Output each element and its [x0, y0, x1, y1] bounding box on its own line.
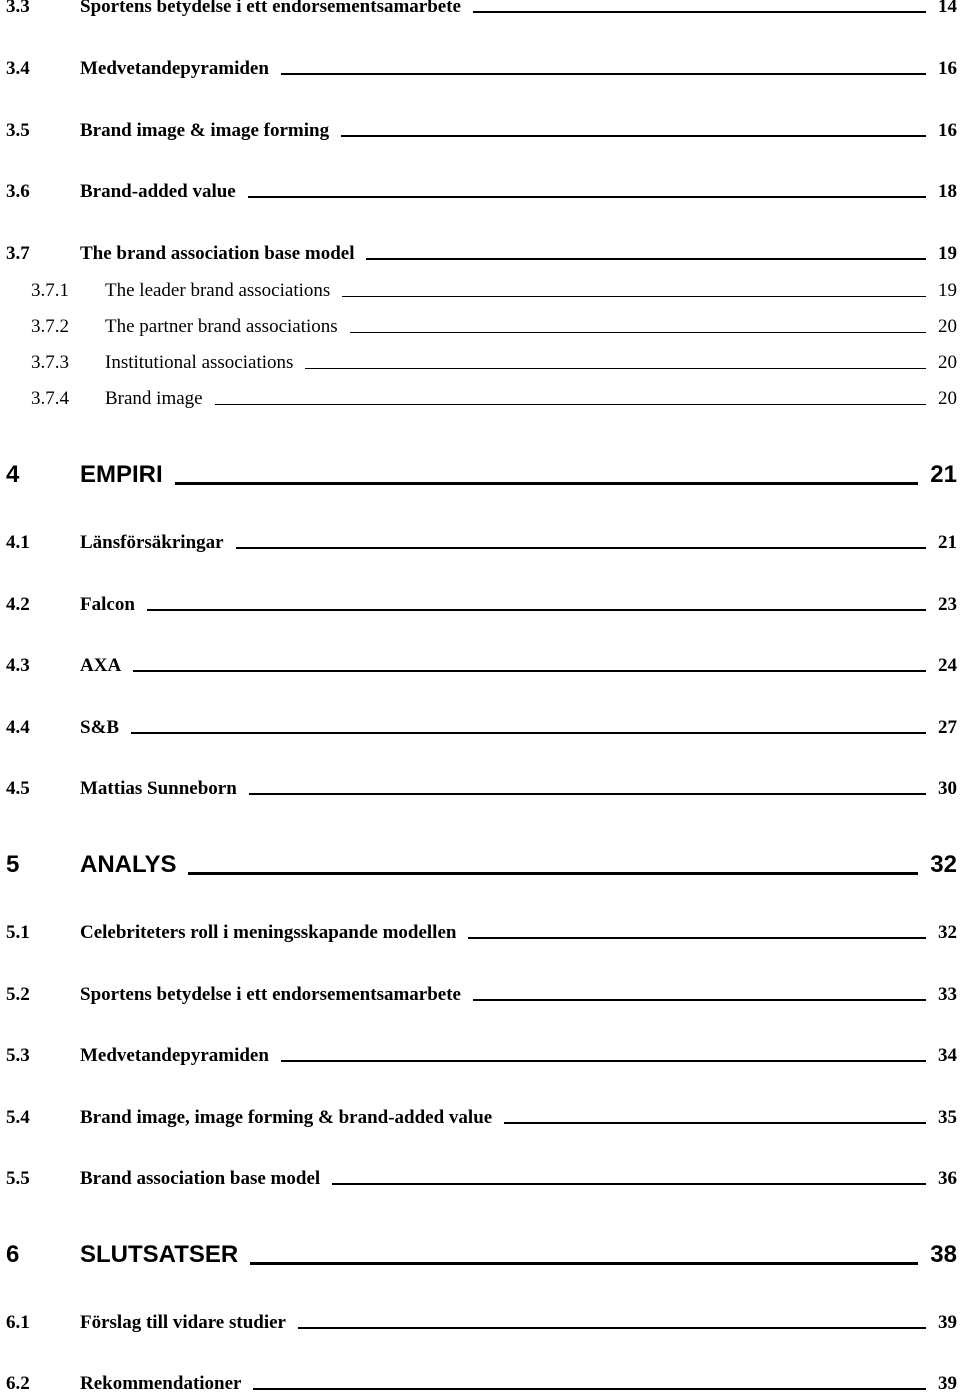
toc-entry-3-7-4	[31, 388, 957, 410]
toc-entry-6-2	[6, 1373, 957, 1395]
toc-entry-page: 39	[938, 1373, 957, 1394]
toc-leader-line	[131, 732, 926, 734]
toc-entry-title: Medvetandepyramiden	[80, 1045, 269, 1066]
toc-entry-page: 39	[938, 1312, 957, 1333]
toc-entry-title: Celebriteters roll i meningsskapande modellen	[80, 922, 457, 943]
toc-entry-5-4	[6, 1107, 957, 1129]
toc-entry-title: Falcon	[80, 594, 135, 615]
toc-entry-4-3	[6, 655, 957, 677]
toc-entry-title: Brand-added value	[80, 181, 236, 202]
toc-entry-page: 20	[938, 352, 957, 373]
toc-entry-title: ANALYS	[80, 851, 177, 878]
toc-entry-page: 20	[938, 316, 957, 337]
toc-entry-title: Länsförsäkringar	[80, 532, 224, 553]
toc-entry-page: 32	[930, 851, 957, 878]
toc-entry-4-1	[6, 532, 957, 554]
toc-entry-6-1	[6, 1312, 957, 1334]
toc-leader-line	[341, 135, 926, 137]
toc-entry-page: 35	[938, 1107, 957, 1128]
toc-leader-line	[473, 999, 926, 1001]
toc-entry-title: Rekommendationer	[80, 1373, 242, 1394]
toc-entry-page: 32	[938, 922, 957, 943]
toc-entry-title: Institutional associations	[105, 352, 294, 373]
toc-entry-3-7	[6, 243, 957, 265]
toc-entry-page: 34	[938, 1045, 957, 1066]
toc-entry-number: 4.3	[6, 655, 30, 676]
toc-entry-page: 27	[938, 717, 957, 738]
toc-leader-line	[253, 1388, 926, 1390]
toc-entry-title: AXA	[80, 655, 122, 676]
toc-entry-number: 4.2	[6, 594, 30, 615]
toc-entry-number: 4.1	[6, 532, 30, 553]
toc-entry-title: Brand image	[105, 388, 203, 409]
toc-entry-page: 14	[938, 0, 957, 17]
toc-leader-line	[249, 793, 926, 795]
toc-entry-number: 4.5	[6, 778, 30, 799]
toc-leader-line	[342, 296, 926, 297]
toc-entry-number: 3.4	[6, 58, 30, 79]
toc-entry-number: 5.2	[6, 984, 30, 1005]
toc-entry-number: 3.7.2	[31, 316, 69, 337]
toc-entry-4-2	[6, 594, 957, 616]
toc-entry-page: 16	[938, 58, 957, 79]
toc-entry-number: 3.7	[6, 243, 30, 264]
toc-leader-line	[298, 1327, 926, 1329]
toc-entry-page: 16	[938, 120, 957, 141]
toc-entry-title: EMPIRI	[80, 461, 163, 488]
toc-entry-page: 24	[938, 655, 957, 676]
toc-entry-number: 4.4	[6, 717, 30, 738]
toc-entry-number: 5.5	[6, 1168, 30, 1189]
toc-entry-number: 3.7.1	[31, 280, 69, 301]
toc-leader-line	[250, 1262, 918, 1265]
toc-entry-title: Brand association base model	[80, 1168, 321, 1189]
toc-entry-title: The partner brand associations	[105, 316, 338, 337]
toc-entry-number: 5.4	[6, 1107, 30, 1128]
toc-entry-4-5	[6, 778, 957, 800]
toc-entry-5-3	[6, 1045, 957, 1067]
toc-entry-5-2	[6, 984, 957, 1006]
toc-leader-line	[175, 482, 919, 485]
toc-entry-number: 6.2	[6, 1373, 30, 1394]
toc-entry-title: The leader brand associations	[105, 280, 331, 301]
toc-leader-line	[188, 872, 918, 875]
toc-entry-3-7-3	[31, 352, 957, 374]
toc-entry-title: Mattias Sunneborn	[80, 778, 237, 799]
toc-entry-title: The brand association base model	[80, 243, 355, 264]
toc-entry-page: 20	[938, 388, 957, 409]
toc-entry-title: Sportens betydelse i ett endorsementsamarbete	[80, 984, 461, 1005]
toc-entry-number: 5.1	[6, 922, 30, 943]
toc-entry-number: 3.6	[6, 181, 30, 202]
toc-leader-line	[133, 670, 926, 672]
toc-entry-page: 36	[938, 1168, 957, 1189]
toc-entry-5-1	[6, 922, 957, 944]
toc-entry-page: 30	[938, 778, 957, 799]
toc-entry-page: 23	[938, 594, 957, 615]
toc-entry-number: 3.3	[6, 0, 30, 17]
toc-entry-number: 6	[6, 1241, 20, 1268]
toc-entry-3-6	[6, 181, 957, 203]
toc-entry-page: 21	[930, 461, 957, 488]
toc-leader-line	[248, 196, 926, 198]
toc-entry-number: 4	[6, 461, 20, 488]
toc-leader-line	[504, 1122, 926, 1124]
toc-entry-title: Brand image & image forming	[80, 120, 330, 141]
toc-entry-page: 18	[938, 181, 957, 202]
toc-entry-title: S&B	[80, 717, 120, 738]
toc-entry-title: SLUTSATSER	[80, 1241, 239, 1268]
toc-entry-3-3	[6, 0, 957, 18]
toc-leader-line	[215, 404, 926, 405]
toc-entry-number: 3.7.4	[31, 388, 69, 409]
toc-entry-title: Medvetandepyramiden	[80, 58, 269, 79]
toc-leader-line	[332, 1183, 926, 1185]
toc-entry-3-5	[6, 120, 957, 142]
toc-entry-number: 5.3	[6, 1045, 30, 1066]
toc-entry-3-7-2	[31, 316, 957, 338]
toc-entry-number: 6.1	[6, 1312, 30, 1333]
toc-leader-line	[281, 1060, 926, 1062]
toc-entry-3-7-1	[31, 280, 957, 302]
toc-entry-title: Brand image, image forming & brand-added value	[80, 1107, 493, 1128]
toc-entry-page: 21	[938, 532, 957, 553]
toc-entry-5-5	[6, 1168, 957, 1190]
toc-entry-page: 33	[938, 984, 957, 1005]
toc-entry-page: 38	[930, 1241, 957, 1268]
toc-leader-line	[281, 73, 926, 75]
toc-leader-line	[468, 937, 926, 939]
toc-leader-line	[473, 11, 926, 13]
toc-leader-line	[236, 547, 926, 549]
toc-chapter-4	[6, 461, 957, 489]
toc-leader-line	[305, 368, 926, 369]
toc-chapter-5	[6, 851, 957, 879]
toc-entry-4-4	[6, 717, 957, 739]
toc-entry-3-4	[6, 58, 957, 80]
toc-entry-page: 19	[938, 280, 957, 301]
toc-leader-line	[366, 258, 926, 260]
toc-leader-line	[147, 609, 926, 611]
toc-entry-page: 19	[938, 243, 957, 264]
toc-leader-line	[350, 332, 926, 333]
toc-entry-number: 5	[6, 851, 20, 878]
toc-entry-number: 3.7.3	[31, 352, 69, 373]
toc-entry-title: Förslag till vidare studier	[80, 1312, 286, 1333]
toc-entry-title: Sportens betydelse i ett endorsementsamarbete	[80, 0, 461, 17]
toc-chapter-6	[6, 1241, 957, 1269]
toc-entry-number: 3.5	[6, 120, 30, 141]
